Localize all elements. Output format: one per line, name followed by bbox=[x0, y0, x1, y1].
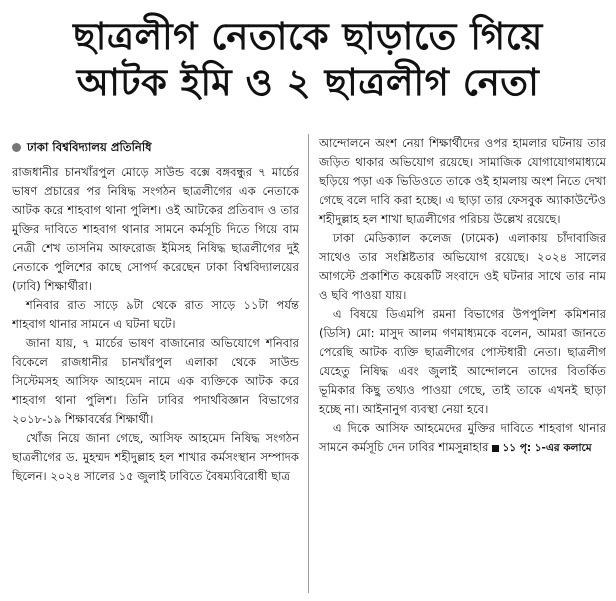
headline-line-1: ছাত্রলীগ নেতাকে ছাড়াতে গিয়ে bbox=[73, 15, 543, 58]
square-bullet-icon bbox=[492, 445, 499, 452]
bullet-icon bbox=[12, 143, 21, 152]
byline-text: ঢাকা বিশ্ববিদ্যালয় প্রতিনিধি bbox=[27, 140, 152, 154]
headline-line-2: আটক ইমি ও ২ ছাত্রলীগ নেতা bbox=[76, 61, 540, 105]
article-body bbox=[12, 138, 606, 593]
continuation-text: ১১ পৃ: ১-এর কলামে bbox=[502, 442, 592, 454]
paragraph: খোঁজ নিয়ে জানা গেছে, আসিফ আহমেদ নিষিদ্ধ সংগঠন ছাত্রলীগের ড. মুহম্মদ শহীদুল্লাহ হল শাখার কর্মসংস্থান সম্পাদক ছিলেন। ২০২৪ সালের ১৫ জুলাই ঢাবিতে বৈষম্যবিরোধী ছাত্র bbox=[12, 431, 299, 483]
byline bbox=[12, 138, 299, 157]
paragraph: শনিবার রাত সাড়ে ৯টা থেকে রাত সাড়ে ১১টা পর্যন্ত শাহবাগ থানার সামনে এ ঘটনা ঘটে। bbox=[12, 298, 299, 331]
paragraph-text: এ দিকে আসিফ আহমেদের মুক্তির দাবিতে শাহবাগ থানার সামনে কর্মসূচি দেন ঢাবির শামসুন্নাহার bbox=[319, 421, 606, 454]
continuation-note bbox=[488, 442, 591, 454]
right-column bbox=[308, 134, 606, 593]
paragraph: এ বিষয়ে ডিএমপি রমনা বিভাগের উপপুলিশ কমিশনার (ডিসি) মো: মাসুদ আলম গণমাধ্যমকে বলেন, আমরা জানতে পেরেছি আটক ব্যক্তি ছাত্রলীগের পোস্টধারী নেতা। ছাত্রলীগ যেহেতু নিষিদ্ধ এবং জুলাই আন্দোলনে তাদের বিতর্কিত ভূমিকার কিছু তথ্যও পাওয়া গেছে, তাই তাকে এখনই ছাড়া হচ্ছে না। আইনানুগ ব্যবস্থা নেয়া হবে। bbox=[319, 307, 606, 416]
paragraph: ঢাকা মেডিক্যাল কলেজ (ঢামেক) এলাকায় চাঁদাবাজির সাথেও তার সংশ্লিষ্টতার অভিযোগ রয়েছে। ২০২৪ সালের আগস্টে প্রকাশিত কয়েকটি সংবাদে ওই ঘটনার সাথে তার নাম ও ছবি পাওয়া যায়। bbox=[319, 231, 606, 302]
left-column bbox=[12, 138, 308, 593]
paragraph: রাজধানীর চানখাঁরপুল মোড়ে সাউন্ড বক্সে বঙ্গবন্ধুর ৭ মার্চের ভাষণ প্রচারের পর নিষিদ্ধ সংগঠন ছাত্রলীগের এক নেতাকে আটক করে শাহবাগ থানা পুলিশ। ওই আটকের প্রতিবাদ ও তার মুক্তির দাবিতে শাহবাগ থানার সামনে কর্মসূচি দিতে গিয়ে বাম নেত্রী শেখ তাসনিম আফরোজ ইমিসহ নিষিদ্ধ ছাত্রলীগের দুই নেতাকে পুলিশের কাছে সোপর্দ করেছেন ঢাকা বিশ্ববিদ্যালয়ের (ঢাবি) শিক্ষার্থীরা। bbox=[12, 165, 299, 293]
headline bbox=[12, 14, 604, 107]
paragraph bbox=[319, 419, 606, 458]
paragraph: আন্দোলনে অংশ নেয়া শিক্ষার্থীদের ওপর হামলার ঘটনায় তার জড়িত থাকার অভিযোগ রয়েছে। সামাজিক যোগাযোগমাধ্যমে ছড়িয়ে পড়া এক ভিডিওতে তাকে ওই হামলায় অংশ নিতে দেখা গেছে বলে দাবি করা হচ্ছে। এ ছাড়া তার ফেসবুক অ্যাকাউন্টেও শহীদুল্লাহ হল শাখা ছাত্রলীগের পরিচয় উল্লেখ রয়েছে। bbox=[319, 136, 606, 226]
paragraph: জানা যায়, ৭ মার্চের ভাষণ বাজানোর অভিযোগে শনিবার বিকেলে রাজধানীর চানখাঁরপুল এলাকা থেকে সাউন্ড সিস্টেমসহ আসিফ আহমেদ নামে এক ব্যক্তিকে আটক করে শাহবাগ থানা পুলিশ। তিনি ঢাবির পদার্থবিজ্ঞান বিভাগের ২০১৮-১৯ শিক্ষাবর্ষের শিক্ষার্থী। bbox=[12, 336, 299, 426]
